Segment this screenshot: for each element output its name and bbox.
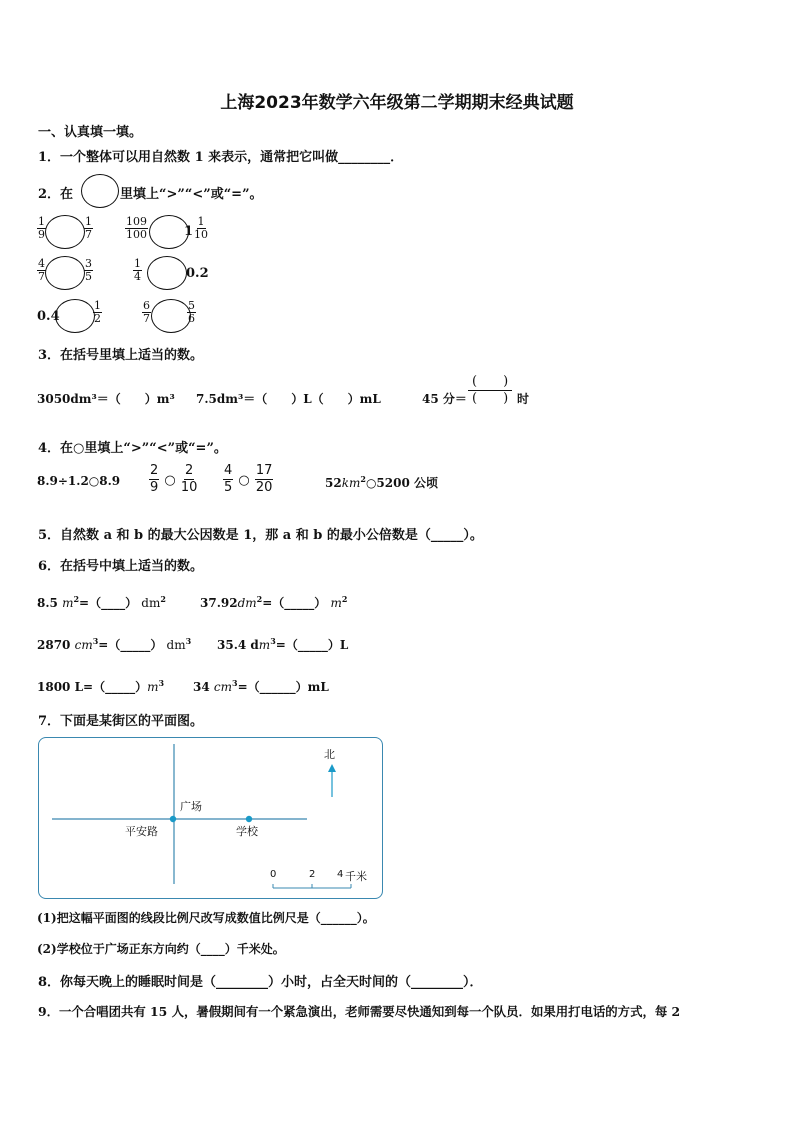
answer-circle[interactable] <box>81 174 119 208</box>
q3-part-a: 3050dm³＝（ ）m³ <box>37 392 175 406</box>
scale-unit-label: 千米 <box>345 870 367 883</box>
q6-part-f: 34 $cm^3=(\_\_\_\_\_\_)mL$ <box>193 678 329 694</box>
question-3: 3．在括号里填上适当的数。 <box>38 348 204 363</box>
q3-part-c-prefix: 45 分＝ <box>422 392 467 406</box>
question-2-prefix: 2．在 <box>38 187 74 202</box>
question-5: 5．自然数 a 和 b 的最大公因数是 1，那 a 和 b 的最小公倍数是（_____）。 <box>38 528 483 543</box>
question-4: 4．在○里填上“>”“<”或“=”。 <box>38 441 227 456</box>
q6-part-e: 1800 $L=(\_\_\_\_\_)m^3$ <box>37 678 165 694</box>
square-label: 广场 <box>180 800 202 813</box>
q3-part-c-suffix: 时 <box>517 392 530 406</box>
answer-circle[interactable] <box>45 215 85 249</box>
fraction: $\frac{3}{5}$ <box>85 257 92 283</box>
decimal-value: 0.4 <box>37 309 60 324</box>
scale-tick-label: 0 <box>270 869 277 880</box>
answer-circle[interactable] <box>151 299 191 333</box>
scale-tick-label: 2 <box>309 869 316 880</box>
q3-part-b: 7.5dm³＝（ ）L（ ）mL <box>196 392 381 406</box>
section-heading: 一、认真填一填。 <box>38 125 143 140</box>
q4-part-a: 8.9÷1.2○8.9 <box>37 474 121 488</box>
question-6: 6．在括号中填上适当的数。 <box>38 559 204 574</box>
fraction: $\frac{1}{10}$ <box>194 215 208 241</box>
road-label: 平安路 <box>125 825 158 838</box>
page-title: 上海2023年数学六年级第二学期期末经典试题 <box>220 93 574 113</box>
answer-circle[interactable] <box>149 215 189 249</box>
school-label: 学校 <box>236 825 258 838</box>
fraction: $\frac{6}{7}$ <box>143 299 150 325</box>
fraction: $\frac{1}{4}$ <box>134 257 141 283</box>
street-map <box>38 737 383 899</box>
mixed-number-int: 1 <box>184 224 194 239</box>
north-arrow-head <box>328 764 336 772</box>
fraction: $\frac{1}{2}$ <box>94 299 101 325</box>
q6-part-d: 35.4 $dm^3=(\_\_\_\_\_)L$ <box>217 636 349 652</box>
street-map-drawing <box>39 738 382 898</box>
fraction: $\frac{109}{100}$ <box>126 215 147 241</box>
q4-part-b: $\frac{2}{9}$ ○ $\frac{2}{10}$ <box>150 463 198 495</box>
question-1: 1．一个整体可以用自然数 1 来表示，通常把它叫做________． <box>38 150 404 165</box>
fraction: $\frac{1}{7}$ <box>85 215 92 241</box>
q6-part-b: $37.92dm^2=(\_\_\_\_\_)$ $m^2$ <box>200 594 348 610</box>
answer-circle[interactable] <box>45 256 85 290</box>
q6-part-c: 2870 $cm^3=(\_\_\_\_\_)$ $dm^3$ <box>37 636 192 652</box>
q4-part-d: $52km^2○5200$ 公顷 <box>325 474 438 490</box>
fraction: $\frac{4}{7}$ <box>38 257 45 283</box>
north-label: 北 <box>324 748 335 761</box>
square-point <box>170 816 176 822</box>
q4-part-c: $\frac{4}{5}$ ○ $\frac{17}{20}$ <box>224 463 273 495</box>
scale-tick-label: 4 <box>337 869 344 880</box>
question-8: 8．你每天晚上的睡眠时间是（________）小时，占全天时间的（________）． <box>38 975 483 990</box>
question-7-sub-2: (2)学校位于广场正东方向约（____）千米处。 <box>37 942 285 956</box>
q6-part-a: 8.5 $m^2=(\_\_\_\_)$ $dm^2$ <box>37 594 166 610</box>
question-7: 7．下面是某街区的平面图。 <box>38 714 204 729</box>
fraction: $\frac{1}{9}$ <box>38 215 45 241</box>
q3-fraction-blank[interactable]: $\frac{( )}{( )}$ <box>468 374 512 407</box>
answer-circle[interactable] <box>55 299 95 333</box>
decimal-value: 0.2 <box>186 266 209 281</box>
question-2-suffix: 里填上“>”“<”或“=”。 <box>120 187 263 202</box>
question-7-sub-1: (1)把这幅平面图的线段比例尺改写成数值比例尺是（______）。 <box>37 911 375 925</box>
school-point <box>246 816 252 822</box>
question-9: 9．一个合唱团共有 15 人，暑假期间有一个紧急演出，老师需要尽快通知到每一个队员．如果用打电话的方式，每 2 <box>38 1004 681 1019</box>
fraction: $\frac{5}{6}$ <box>188 299 195 325</box>
answer-circle[interactable] <box>147 256 187 290</box>
